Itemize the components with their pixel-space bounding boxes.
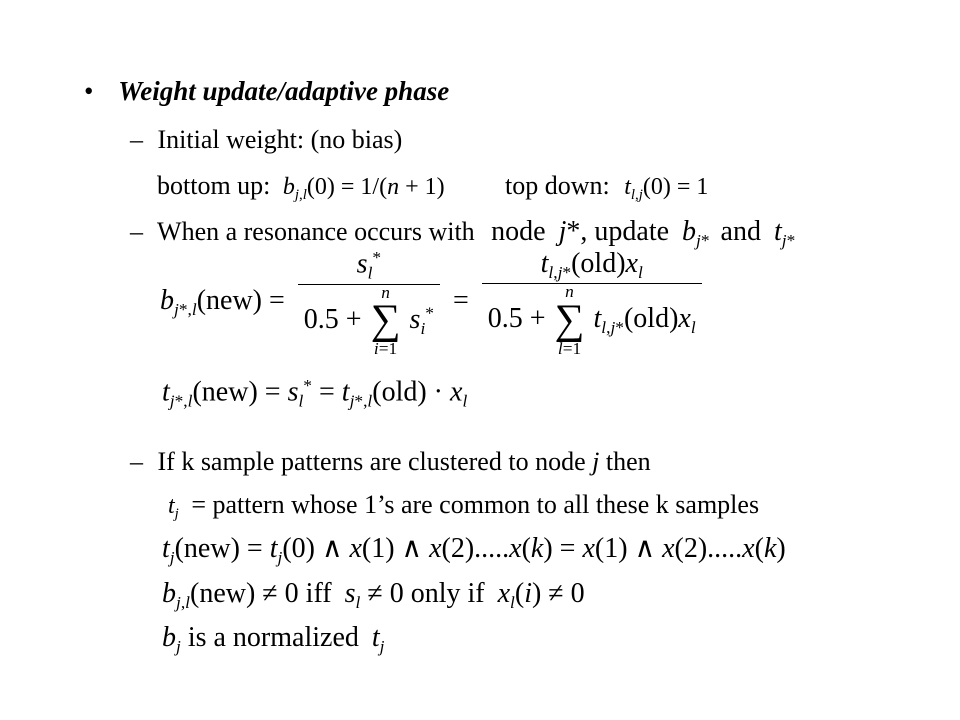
t-update-equation: $t_{j*,l}(new) = s_l^* = t_{j*,l}(old) \cdot x_l$ xyxy=(162,376,468,411)
bottom-up-line xyxy=(157,171,445,204)
clustered-then: then xyxy=(605,447,651,476)
resonance-line xyxy=(130,216,795,251)
resonance-text: When a resonance occurs with xyxy=(157,217,475,246)
t-and-equation: $t_j(new) = t_j(0)$ ∧ x(1) ∧ x(2).....x(k) = x(1) ∧ x(2).....x(k) xyxy=(162,533,786,568)
normalized-text: is a normalized xyxy=(187,622,359,653)
dash-icon: – xyxy=(130,125,143,154)
t-j-symbol: $t_j$ xyxy=(168,493,179,523)
only-if-text: only if xyxy=(410,578,485,609)
top-down-label: top down: xyxy=(505,171,610,200)
resonance-formula: node j*, update $b_{j*}$ and $t_{j*}$ xyxy=(491,216,796,251)
pattern-line xyxy=(168,490,759,523)
bullet-heading xyxy=(84,76,449,107)
iff-text: iff xyxy=(305,578,332,609)
clustered-j: j xyxy=(592,447,600,476)
fraction-2: $t_{l,j*}(old)x_l$ 0.5 + n ∑ l=1 $t_{l,j*}(old)x_l$ xyxy=(482,248,702,357)
b-update-equation: $b_{j*,l}(new)$ = $s_l^*$ 0.5 + n ∑ i=1 $s_i^*$ = $t_{l,j*}(old)x_l$ 0.5 + n ∑ l=1 $t_{l,j*}(old)x_l$ xyxy=(160,248,708,357)
clustered-line xyxy=(130,447,651,477)
fraction-1: $s_l^*$ 0.5 + n ∑ i=1 $s_i^*$ xyxy=(298,248,440,357)
dash-icon: – xyxy=(130,447,143,476)
heading-title: Weight update/adaptive phase xyxy=(118,76,450,106)
initial-weight-line xyxy=(130,125,402,155)
bullet-icon: • xyxy=(84,76,94,106)
bottom-up-label: bottom up: xyxy=(157,171,271,200)
dash-icon: – xyxy=(130,217,143,246)
b-iff-equation: $b_{j,l}(new) \ne 0$ iff $s_l \ne 0$ only if $x_l(i) \ne 0$ xyxy=(162,578,585,613)
top-down-formula: $t_{l,j}(0) = 1$ xyxy=(624,174,709,204)
clustered-text: If k sample patterns are clustered to node xyxy=(157,447,586,476)
top-down-line xyxy=(505,171,708,204)
initial-weight-text: Initial weight: (no bias) xyxy=(157,125,403,154)
normalized-line: $b_j$ is a normalized $t_j$ xyxy=(162,622,385,657)
pattern-desc: = pattern whose 1’s are common to all these k samples xyxy=(191,490,760,519)
bottom-up-formula: $b_{j,l}(0) = 1/(n + 1)$ xyxy=(282,174,445,204)
